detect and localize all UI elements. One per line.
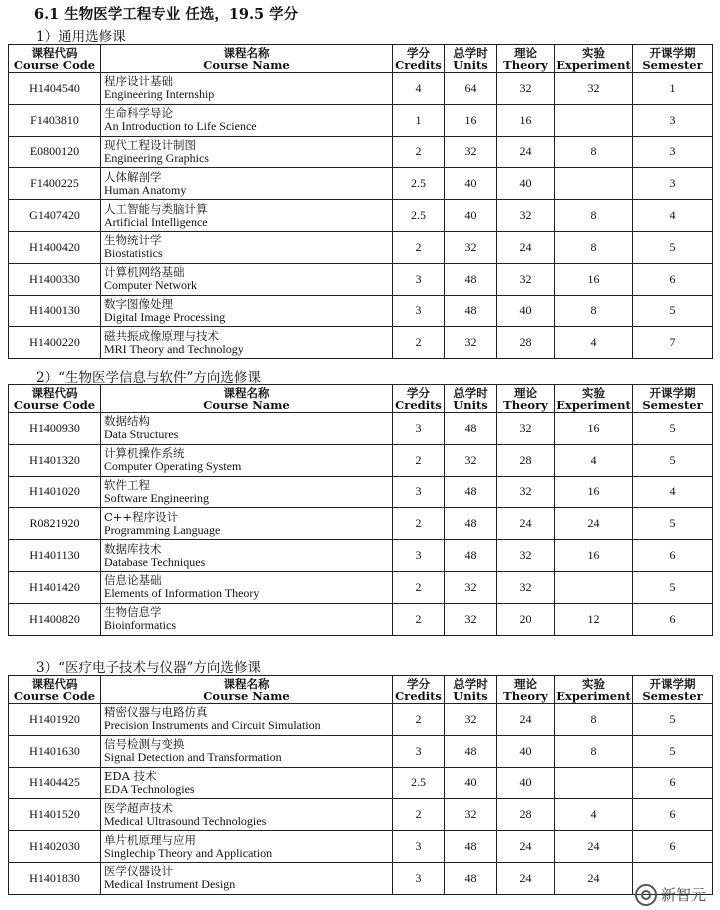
course-name — [101, 263, 393, 295]
header-label: 总学时 — [453, 45, 488, 60]
header-label: Course Code — [13, 57, 96, 72]
course-theory: 32 — [497, 73, 555, 105]
header-theory — [497, 676, 555, 704]
course-code: H1401130 — [9, 540, 101, 572]
course-credits: 3 — [393, 476, 445, 508]
course-semester: 5 — [633, 295, 713, 327]
course-experiment: 4 — [555, 444, 633, 476]
course-theory: 20 — [497, 603, 555, 635]
course-name — [101, 735, 393, 767]
course-units: 40 — [445, 767, 497, 799]
course-semester: 3 — [633, 136, 713, 168]
course-name-cn: 医学仪器设计 — [104, 864, 173, 879]
course-units: 48 — [445, 735, 497, 767]
course-name-en: Digital Image Processing — [104, 309, 226, 324]
course-code: H1400330 — [9, 263, 101, 295]
header-label: 总学时 — [453, 385, 488, 400]
course-semester: 5 — [633, 444, 713, 476]
course-units: 40 — [445, 200, 497, 232]
header-label: 课程名称 — [223, 45, 270, 60]
course-code: H1404540 — [9, 73, 101, 105]
course-theory: 32 — [497, 571, 555, 603]
course-name-en: An Introduction to Life Science — [104, 119, 257, 134]
header-label: Course Name — [203, 688, 290, 703]
header-experiment — [555, 45, 633, 73]
page-title: 6.1 生物医学工程专业 任选，19.5 学分 — [34, 6, 299, 23]
header-experiment — [555, 676, 633, 704]
course-name — [101, 704, 393, 736]
course-code: G1407420 — [9, 200, 101, 232]
header-code — [9, 676, 101, 704]
course-credits: 2.5 — [393, 168, 445, 200]
table-row — [9, 603, 713, 635]
course-name-en: Precision Instruments and Circuit Simulation — [104, 718, 321, 733]
header-label: Course Code — [13, 688, 96, 703]
course-code: F1400225 — [9, 168, 101, 200]
course-name — [101, 862, 393, 894]
course-code: H1401830 — [9, 862, 101, 894]
header-label: 实验 — [582, 385, 605, 400]
header-label: 实验 — [582, 45, 605, 60]
course-units: 32 — [445, 704, 497, 736]
course-name — [101, 767, 393, 799]
course-credits: 2 — [393, 444, 445, 476]
course-name-cn: 现代工程设计制图 — [104, 137, 196, 152]
course-units: 48 — [445, 862, 497, 894]
header-label: Units — [453, 57, 488, 72]
table-row — [9, 571, 713, 603]
table-row — [9, 862, 713, 894]
table-header-row — [9, 385, 713, 413]
course-credits: 2 — [393, 571, 445, 603]
course-credits: 4 — [393, 73, 445, 105]
course-theory: 32 — [497, 200, 555, 232]
course-credits: 2.5 — [393, 767, 445, 799]
course-semester: 5 — [633, 704, 713, 736]
course-name — [101, 540, 393, 572]
course-name — [101, 799, 393, 831]
course-units: 64 — [445, 73, 497, 105]
header-label: 开课学期 — [649, 385, 696, 400]
course-name-en: Singlechip Theory and Application — [104, 845, 273, 860]
course-code: F1403810 — [9, 104, 101, 136]
course-credits: 3 — [393, 831, 445, 863]
table-row — [9, 831, 713, 863]
course-name-en: Bioinformatics — [104, 618, 176, 633]
course-name-cn: EDA 技术 — [104, 768, 157, 783]
course-name-cn: 信号检测与变换 — [104, 737, 185, 752]
header-credits — [393, 676, 445, 704]
table-row — [9, 104, 713, 136]
course-experiment: 8 — [555, 735, 633, 767]
header-label: Course Name — [203, 397, 290, 412]
course-semester: 6 — [633, 799, 713, 831]
course-semester: 6 — [633, 831, 713, 863]
course-semester: 5 — [633, 735, 713, 767]
table-row — [9, 231, 713, 263]
course-code: H1400820 — [9, 603, 101, 635]
header-label: 理论 — [514, 385, 537, 400]
course-code: H1400930 — [9, 413, 101, 445]
header-label: 开课学期 — [649, 45, 696, 60]
course-name-cn: 数据库技术 — [104, 541, 162, 556]
course-theory: 32 — [497, 540, 555, 572]
course-name-en: Programming Language — [104, 522, 221, 537]
course-theory: 40 — [497, 735, 555, 767]
course-theory: 32 — [497, 263, 555, 295]
course-name-en: Biostatistics — [104, 246, 163, 261]
header-label: Course Code — [13, 397, 96, 412]
course-credits: 2 — [393, 231, 445, 263]
course-name-cn: C++程序设计 — [104, 509, 179, 524]
course-credits: 3 — [393, 413, 445, 445]
course-name-cn: 计算机操作系统 — [104, 446, 185, 461]
table-row — [9, 168, 713, 200]
course-theory: 40 — [497, 767, 555, 799]
section-heading-software: 2）“生物医学信息与软件”方向选修课 — [36, 370, 261, 386]
course-name-cn: 生命科学导论 — [104, 106, 173, 121]
course-name — [101, 444, 393, 476]
table-row — [9, 476, 713, 508]
course-code: H1401520 — [9, 799, 101, 831]
course-semester: 4 — [633, 476, 713, 508]
table-row — [9, 540, 713, 572]
course-experiment — [555, 571, 633, 603]
course-name-cn: 数字图像处理 — [104, 296, 173, 311]
course-name — [101, 831, 393, 863]
course-name-cn: 信息论基础 — [104, 573, 162, 588]
course-semester: 7 — [633, 327, 713, 359]
table-row — [9, 73, 713, 105]
header-credits — [393, 385, 445, 413]
header-label: Units — [453, 688, 488, 703]
course-experiment: 24 — [555, 862, 633, 894]
course-name — [101, 168, 393, 200]
course-name-en: Human Anatomy — [104, 182, 187, 197]
course-table-software — [8, 384, 713, 636]
course-theory: 40 — [497, 295, 555, 327]
course-code: R0821920 — [9, 508, 101, 540]
header-label: Credits — [395, 397, 442, 412]
course-semester: 5 — [633, 508, 713, 540]
table-row — [9, 263, 713, 295]
header-label: 课程代码 — [31, 385, 78, 400]
course-name-cn: 生物统计学 — [104, 233, 162, 248]
course-credits: 3 — [393, 263, 445, 295]
course-name — [101, 571, 393, 603]
section-heading-general: 1）通用选修课 — [36, 29, 126, 45]
course-name-en: Elements of Information Theory — [104, 586, 260, 601]
course-experiment: 32 — [555, 73, 633, 105]
course-code: H1402030 — [9, 831, 101, 863]
course-theory: 32 — [497, 476, 555, 508]
course-name — [101, 476, 393, 508]
header-semester — [633, 385, 713, 413]
header-theory — [497, 385, 555, 413]
header-name — [101, 676, 393, 704]
course-credits: 2 — [393, 704, 445, 736]
course-credits: 2 — [393, 136, 445, 168]
header-units — [445, 676, 497, 704]
course-experiment — [555, 104, 633, 136]
wechat-logo-icon — [635, 884, 657, 906]
course-semester: 5 — [633, 413, 713, 445]
header-label: 课程名称 — [223, 676, 270, 691]
course-credits: 1 — [393, 104, 445, 136]
course-code: H1400220 — [9, 327, 101, 359]
course-name — [101, 508, 393, 540]
course-experiment — [555, 767, 633, 799]
course-experiment: 4 — [555, 799, 633, 831]
course-name — [101, 136, 393, 168]
course-name-en: Medical Ultrasound Technologies — [104, 813, 267, 828]
course-experiment: 16 — [555, 540, 633, 572]
header-label: Semester — [642, 57, 703, 72]
course-credits: 2.5 — [393, 200, 445, 232]
course-credits: 3 — [393, 862, 445, 894]
header-label: 学分 — [407, 45, 430, 60]
header-label: Semester — [642, 688, 703, 703]
course-name — [101, 603, 393, 635]
header-credits — [393, 45, 445, 73]
course-name — [101, 295, 393, 327]
header-label: Experiment — [556, 397, 631, 412]
course-theory: 32 — [497, 413, 555, 445]
course-units: 48 — [445, 540, 497, 572]
header-semester — [633, 676, 713, 704]
header-label: 开课学期 — [649, 676, 696, 691]
header-name — [101, 45, 393, 73]
header-label: 学分 — [407, 385, 430, 400]
course-units: 48 — [445, 413, 497, 445]
course-theory: 16 — [497, 104, 555, 136]
course-code: H1401920 — [9, 704, 101, 736]
course-experiment: 16 — [555, 413, 633, 445]
course-name — [101, 104, 393, 136]
course-code: H1404425 — [9, 767, 101, 799]
course-experiment: 8 — [555, 136, 633, 168]
table-row — [9, 767, 713, 799]
course-code: H1401320 — [9, 444, 101, 476]
course-experiment: 8 — [555, 295, 633, 327]
course-semester: 6 — [633, 540, 713, 572]
course-units: 40 — [445, 168, 497, 200]
course-name — [101, 73, 393, 105]
header-units — [445, 45, 497, 73]
course-code: H1400130 — [9, 295, 101, 327]
table-row — [9, 136, 713, 168]
course-semester: 3 — [633, 168, 713, 200]
course-units: 32 — [445, 444, 497, 476]
course-semester: 1 — [633, 73, 713, 105]
course-theory: 28 — [497, 327, 555, 359]
course-name-cn: 单片机原理与应用 — [104, 832, 196, 847]
course-name-en: MRI Theory and Technology — [104, 341, 244, 356]
course-semester: 5 — [633, 571, 713, 603]
course-semester: 4 — [633, 200, 713, 232]
course-code: H1400420 — [9, 231, 101, 263]
header-label: 总学时 — [453, 676, 488, 691]
course-credits: 2 — [393, 603, 445, 635]
course-name-cn: 精密仪器与电路仿真 — [104, 705, 208, 720]
course-units: 32 — [445, 136, 497, 168]
course-name-en: Engineering Graphics — [104, 150, 209, 165]
header-label: Semester — [642, 397, 703, 412]
course-name-cn: 人体解剖学 — [104, 169, 162, 184]
course-code: H1401420 — [9, 571, 101, 603]
course-name-cn: 计算机网络基础 — [104, 265, 185, 280]
course-name-cn: 程序设计基础 — [104, 74, 173, 89]
course-semester: 6 — [633, 767, 713, 799]
course-units: 32 — [445, 571, 497, 603]
course-code: H1401020 — [9, 476, 101, 508]
table-row — [9, 799, 713, 831]
course-units: 32 — [445, 327, 497, 359]
course-code: H1401630 — [9, 735, 101, 767]
course-table-general — [8, 44, 713, 359]
course-name-en: Signal Detection and Transformation — [104, 750, 282, 765]
watermark — [635, 884, 706, 907]
table-row — [9, 413, 713, 445]
course-name-cn: 生物信息学 — [104, 605, 162, 620]
course-experiment: 16 — [555, 476, 633, 508]
header-label: 课程代码 — [31, 45, 78, 60]
course-name-cn: 软件工程 — [104, 477, 150, 492]
course-name — [101, 327, 393, 359]
course-experiment: 8 — [555, 231, 633, 263]
course-experiment — [555, 168, 633, 200]
course-theory: 24 — [497, 831, 555, 863]
course-experiment: 16 — [555, 263, 633, 295]
course-semester: 6 — [633, 603, 713, 635]
course-credits: 3 — [393, 540, 445, 572]
course-units: 32 — [445, 603, 497, 635]
course-semester: 3 — [633, 104, 713, 136]
header-semester — [633, 45, 713, 73]
course-name — [101, 413, 393, 445]
header-label: Theory — [503, 688, 548, 703]
course-name-cn: 数据结构 — [104, 414, 150, 429]
header-label: 课程代码 — [31, 676, 78, 691]
course-units: 48 — [445, 263, 497, 295]
course-units: 32 — [445, 231, 497, 263]
table-row — [9, 327, 713, 359]
course-theory: 24 — [497, 231, 555, 263]
course-name-en: Artificial Intelligence — [104, 214, 208, 229]
header-units — [445, 385, 497, 413]
table-row — [9, 508, 713, 540]
course-name-cn: 人工智能与类脑计算 — [104, 201, 208, 216]
course-theory: 28 — [497, 444, 555, 476]
course-theory: 24 — [497, 136, 555, 168]
course-theory: 28 — [497, 799, 555, 831]
course-name — [101, 231, 393, 263]
header-label: 课程名称 — [223, 385, 270, 400]
course-credits: 2 — [393, 327, 445, 359]
table-row — [9, 200, 713, 232]
course-credits: 2 — [393, 799, 445, 831]
header-label: Theory — [503, 57, 548, 72]
course-semester: 5 — [633, 231, 713, 263]
header-label: Theory — [503, 397, 548, 412]
header-label: 学分 — [407, 676, 430, 691]
section-heading-electronics: 3）“医疗电子技术与仪器”方向选修课 — [36, 660, 261, 676]
watermark-text: 新智元 — [660, 885, 706, 904]
header-name — [101, 385, 393, 413]
header-label: Experiment — [556, 57, 631, 72]
course-name-en: Data Structures — [104, 427, 179, 442]
course-experiment: 12 — [555, 603, 633, 635]
course-units: 48 — [445, 831, 497, 863]
course-name-en: EDA Technologies — [104, 781, 195, 796]
header-label: 理论 — [514, 676, 537, 691]
course-experiment: 8 — [555, 200, 633, 232]
course-name-en: Computer Operating System — [104, 459, 242, 474]
course-credits: 2 — [393, 508, 445, 540]
course-semester: 6 — [633, 263, 713, 295]
course-experiment: 24 — [555, 508, 633, 540]
course-theory: 24 — [497, 508, 555, 540]
table-row — [9, 444, 713, 476]
course-name-cn: 医学超声技术 — [104, 800, 173, 815]
table-header-row — [9, 676, 713, 704]
header-label: Course Name — [203, 57, 290, 72]
course-units: 48 — [445, 476, 497, 508]
course-name-cn: 磁共振成像原理与技术 — [104, 328, 219, 343]
course-experiment: 4 — [555, 327, 633, 359]
course-theory: 24 — [497, 862, 555, 894]
course-name-en: Medical Instrument Design — [104, 877, 236, 892]
course-name-en: Software Engineering — [104, 490, 209, 505]
course-units: 32 — [445, 799, 497, 831]
course-units: 48 — [445, 295, 497, 327]
course-name — [101, 200, 393, 232]
course-name-en: Engineering Internship — [104, 87, 215, 102]
header-label: 理论 — [514, 45, 537, 60]
course-experiment: 8 — [555, 704, 633, 736]
course-theory: 40 — [497, 168, 555, 200]
course-name-en: Database Techniques — [104, 554, 206, 569]
course-credits: 3 — [393, 295, 445, 327]
header-label: Credits — [395, 57, 442, 72]
table-row — [9, 704, 713, 736]
header-label: Credits — [395, 688, 442, 703]
header-code — [9, 385, 101, 413]
course-table-electronics — [8, 675, 713, 895]
course-experiment: 24 — [555, 831, 633, 863]
course-theory: 24 — [497, 704, 555, 736]
course-units: 48 — [445, 508, 497, 540]
header-code — [9, 45, 101, 73]
course-code: E0800120 — [9, 136, 101, 168]
table-row — [9, 735, 713, 767]
course-units: 16 — [445, 104, 497, 136]
header-theory — [497, 45, 555, 73]
header-label: 实验 — [582, 676, 605, 691]
header-experiment — [555, 385, 633, 413]
table-header-row — [9, 45, 713, 73]
course-credits: 3 — [393, 735, 445, 767]
course-name-en: Computer Network — [104, 278, 197, 293]
header-label: Units — [453, 397, 488, 412]
table-row — [9, 295, 713, 327]
header-label: Experiment — [556, 688, 631, 703]
